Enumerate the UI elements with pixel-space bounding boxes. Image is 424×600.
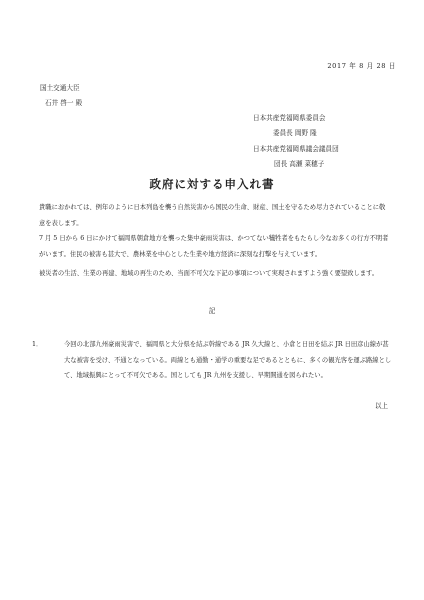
body-paragraph: 7 月 5 日から 6 日にかけて福岡県朝倉地方を襲った集中豪雨災害は、かつてない犠牲者をもたらし今なお多くの行方不明者がいます。住民の被害も甚大で、農林業を中心とした生業や地方経済に深刻な打撃を与えています。 (39, 235, 389, 258)
body-paragraph: 被災者の生活、生業の再建、地域の再生のため、当面不可欠な下記の事項について実現されますよう強く要望致します。 (39, 270, 379, 277)
addressee-title: 国土交通大臣 (40, 84, 80, 92)
request-item (32, 337, 392, 384)
document-title: 政府に対する申入れ書 (149, 177, 275, 191)
document-date: 2017 年 8 月 28 日 (327, 62, 396, 70)
addressee-name: 石井 啓一 殿 (45, 99, 83, 107)
sender-person-2: 団長 高瀬 菜穂子 (274, 160, 325, 168)
ki-heading: 記 (208, 307, 216, 315)
request-item-text: 今回の北部九州豪雨災害で、福岡県と大分県を結ぶ幹線である JR 久大線と、小倉と日田を結ぶ JR 日田彦山線が甚大な被害を受け、不通となっている。両線とも通勤・通学の重要な足であるとともに、多くの観光客を運ぶ路線として、地域振興にとって不可欠である。国としても JR 九州を支援し、早期開通を図られたい。 (64, 341, 392, 379)
closing-mark: 以上 (374, 402, 388, 410)
body-paragraph: 貴職におかれては、例年のように日本列島を襲う自然災害から国民の生命、財産、国土を守るため尽力されていることに敬意を表します。 (39, 204, 386, 227)
sender-organization-2: 日本共産党福岡県議会議員団 (253, 145, 339, 153)
sender-organization: 日本共産党福岡県委員会 (253, 114, 326, 122)
sender-person: 委員長 岡野 隆 (273, 129, 317, 137)
request-item-number: 1． (32, 341, 43, 348)
